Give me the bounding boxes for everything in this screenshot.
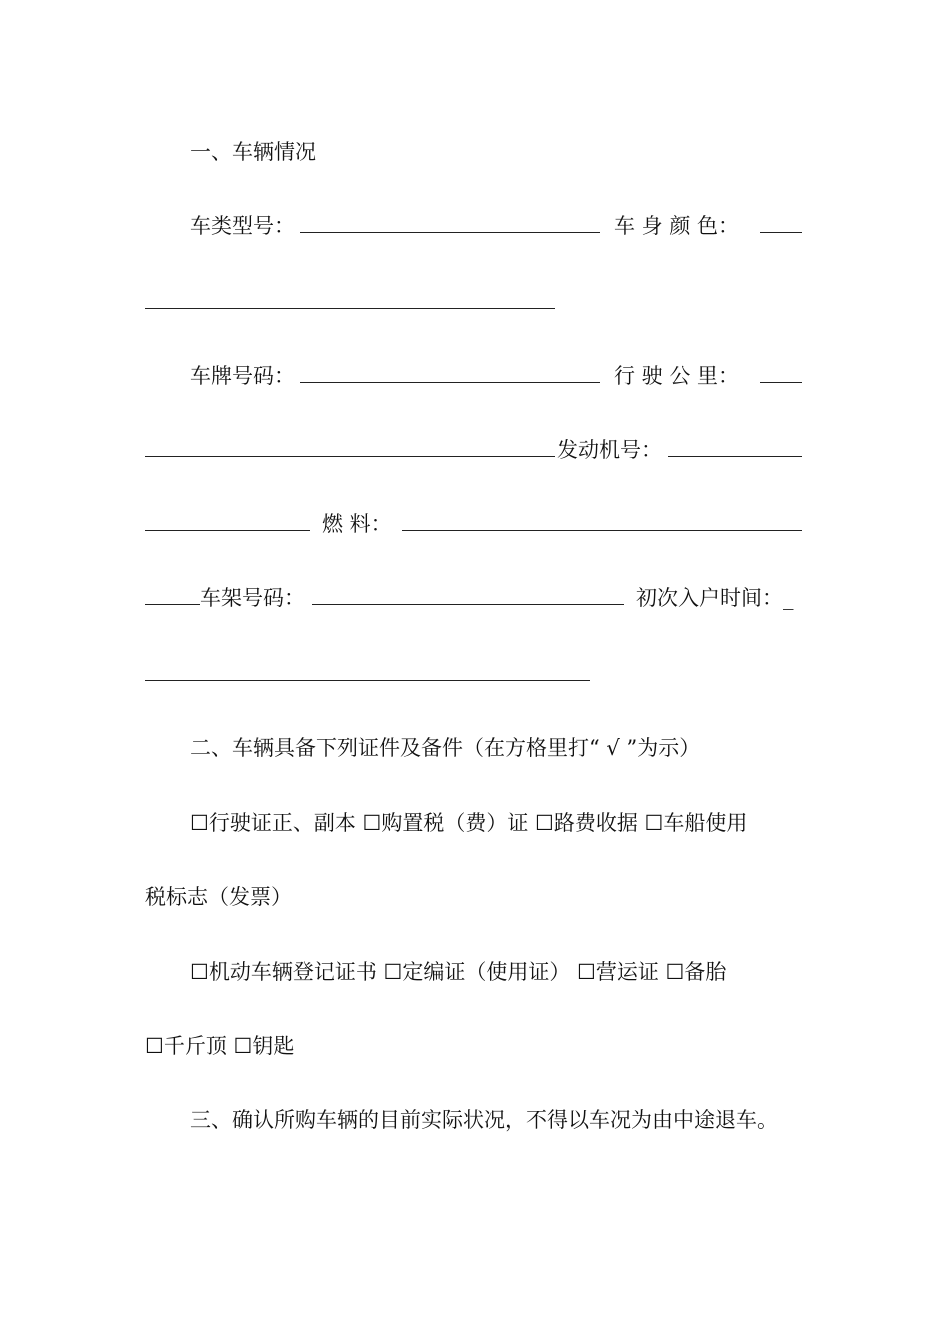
frame-blank[interactable] [312,604,624,605]
documents-line-4 [0,1026,950,1066]
fuel-label: 燃 料： [322,512,392,536]
section1-heading-row [0,132,950,172]
plate-row [0,356,950,396]
frame-label: 车架号码： [200,586,305,610]
section2-heading-row [0,728,950,768]
vehicle-type-label: 车类型号： [190,214,295,238]
fuel-blank-continued[interactable] [145,604,200,605]
frame-row [0,578,950,618]
body-color-label: 车 身 颜 色： [614,214,740,238]
mileage-label: 行 驶 公 里： [614,364,740,388]
documents-checklist-4[interactable]: ☐千斤顶 ☐钥匙 [145,1034,295,1058]
first-reg-continued-row [0,654,950,694]
body-color-blank[interactable] [760,232,802,233]
fuel-blank[interactable] [402,530,802,531]
section1-heading: 一、车辆情况 [190,140,316,164]
body-color-blank-continued[interactable] [145,308,555,309]
vehicle-type-blank[interactable] [300,232,600,233]
documents-checklist-1[interactable]: ☐行驶证正、副本 ☐购置税（费）证 ☐路费收据 ☐车船使用 [190,811,748,835]
body-color-continued-row [0,282,950,322]
section3-text: 三、确认所购车辆的目前实际状况，不得以车况为由中途退车。 [190,1108,778,1132]
mileage-blank[interactable] [760,382,802,383]
first-reg-label: 初次入户时间：_ [636,586,794,610]
plate-label: 车牌号码： [190,364,295,388]
section2-heading: 二、车辆具备下列证件及备件（在方格里打“ √ ”为示） [190,736,701,760]
documents-line-2 [0,877,950,917]
section3-row [0,1100,950,1140]
documents-checklist-3[interactable]: ☐机动车辆登记证书 ☐定编证（使用证） ☐营运证 ☐备胎 [190,960,727,984]
documents-checklist-2: 税标志（发票） [145,885,292,909]
fuel-row [0,504,950,544]
first-reg-blank-continued[interactable] [145,680,590,681]
documents-line-3 [0,952,950,992]
engine-blank-continued[interactable] [145,530,310,531]
mileage-blank-continued[interactable] [145,456,555,457]
engine-row [0,430,950,470]
plate-blank[interactable] [300,382,600,383]
engine-blank[interactable] [668,456,802,457]
vehicle-type-row [0,206,950,246]
documents-line-1 [0,803,950,843]
engine-label: 发动机号： [557,438,662,462]
